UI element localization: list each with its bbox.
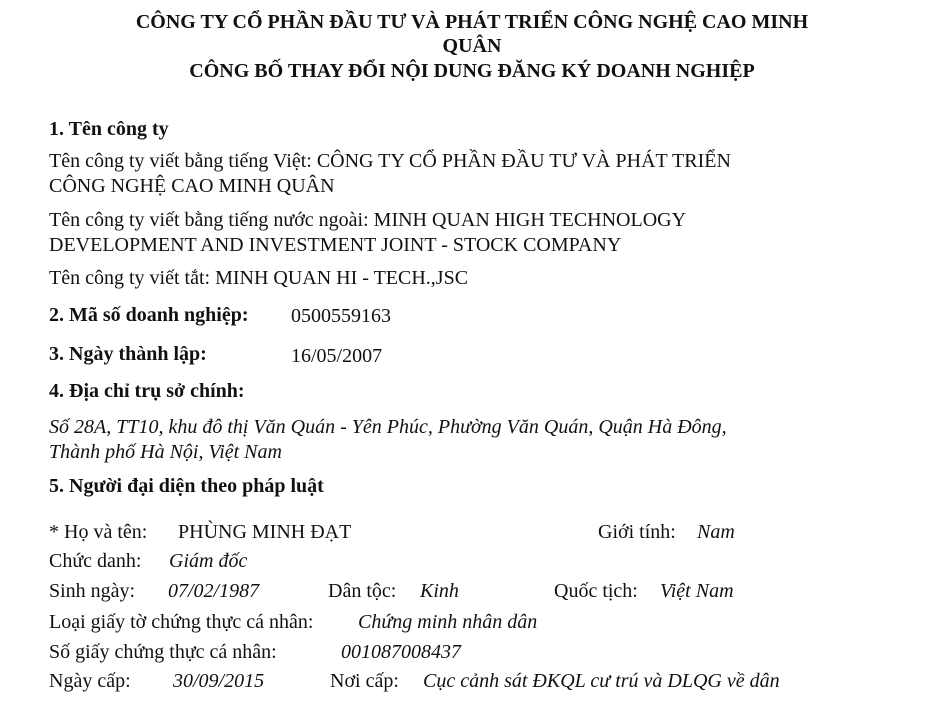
section1-heading: 1. Tên công ty <box>49 118 169 140</box>
ethnic-label: Dân tộc: <box>328 580 397 602</box>
document-title-line1: CÔNG TY CỔ PHẦN ĐẦU TƯ VÀ PHÁT TRIỂN CÔNG NGHỆ CAO MINH <box>135 11 809 33</box>
gender-value: Nam <box>697 521 735 543</box>
section4-heading: 4. Địa chỉ trụ sở chính: <box>49 380 245 402</box>
issue-place-label: Nơi cấp: <box>330 670 399 692</box>
issue-date-value: 30/09/2015 <box>173 670 265 692</box>
enterprise-code-value: 0500559163 <box>291 305 391 327</box>
issue-place-value: Cục cảnh sát ĐKQL cư trú và DLQG về dân <box>423 670 780 692</box>
establishment-date-value: 16/05/2007 <box>291 345 383 367</box>
section2-heading: 2. Mã số doanh nghiệp: <box>49 304 249 326</box>
nationality-label: Quốc tịch: <box>554 580 638 602</box>
id-number-value: 001087008437 <box>341 641 461 663</box>
short-name: Tên công ty viết tắt: MINH QUAN HI - TECH.,JSC <box>49 267 469 289</box>
id-type-value: Chứng minh nhân dân <box>358 611 538 633</box>
address-line1: Số 28A, TT10, khu đô thị Văn Quán - Yên Phúc, Phường Văn Quán, Quận Hà Đông, <box>49 416 727 438</box>
foreign-name-line2: DEVELOPMENT AND INVESTMENT JOINT - STOCK COMPANY <box>49 234 622 256</box>
issue-date-label: Ngày cấp: <box>49 670 131 692</box>
gender-label: Giới tính: <box>598 521 676 543</box>
address-line2: Thành phố Hà Nội, Việt Nam <box>49 441 282 463</box>
name-value: PHÙNG MINH ĐẠT <box>178 521 352 543</box>
vn-name-line2: CÔNG NGHỆ CAO MINH QUÂN <box>49 175 335 197</box>
foreign-name-line1: Tên công ty viết bằng tiếng nước ngoài: MINH QUAN HIGH TECHNOLOGY <box>49 209 687 231</box>
id-number-label: Số giấy chứng thực cá nhân: <box>49 641 277 663</box>
name-label: * Họ và tên: <box>49 521 148 543</box>
document-title-line2: QUÂN <box>442 35 502 57</box>
nationality-value: Việt Nam <box>660 580 734 602</box>
dob-value: 07/02/1987 <box>168 580 260 602</box>
section5-heading: 5. Người đại diện theo pháp luật <box>49 475 324 497</box>
section3-heading: 3. Ngày thành lập: <box>49 343 207 365</box>
ethnic-value: Kinh <box>420 580 459 602</box>
dob-label: Sinh ngày: <box>49 580 136 602</box>
position-value: Giám đốc <box>169 550 248 572</box>
vn-name-line1: Tên công ty viết bằng tiếng Việt: CÔNG TY CỔ PHẦN ĐẦU TƯ VÀ PHÁT TRIỂN <box>49 150 731 172</box>
position-label: Chức danh: <box>49 550 142 572</box>
document-subtitle: CÔNG BỐ THAY ĐỔI NỘI DUNG ĐĂNG KÝ DOANH NGHIỆP <box>189 60 755 82</box>
id-type-label: Loại giấy tờ chứng thực cá nhân: <box>49 611 314 633</box>
